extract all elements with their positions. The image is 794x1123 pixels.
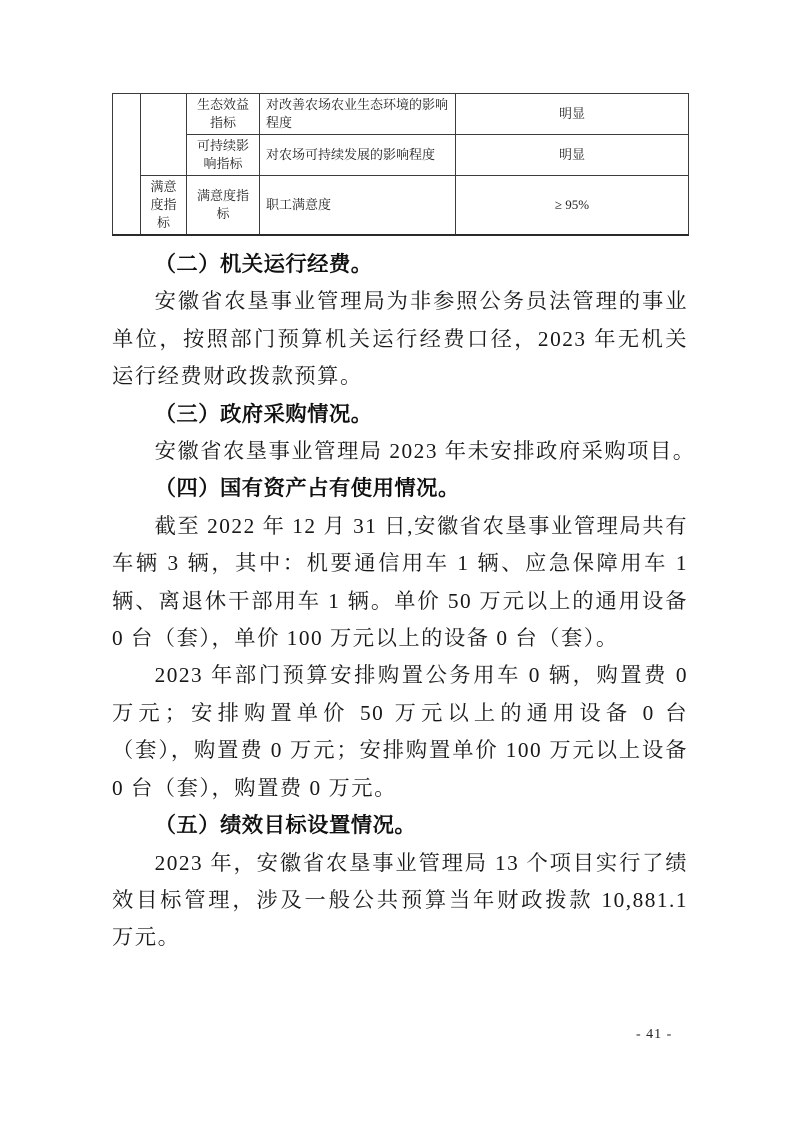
section-paragraph: 2023 年，安徽省农垦事业管理局 13 个项目实行了绩效目标管理，涉及一般公共预算当年财政拨款 10,881.1 万元。 [112,850,688,950]
table-cell-level1-spacer [113,94,141,236]
section-paragraph: 截至 2022 年 12 月 31 日,安徽省农垦事业管理局共有车辆 3 辆，其中：机要通信用车 1 辆、应急保障用车 1 辆、离退休干部用车 1 辆。单价 50 万元以上的通用设备 0 台（套），单价 100 万元以上的设备 0 台（套）。 [112,513,688,651]
table-cell-indicator-value: ≥ 95% [456,176,689,236]
document-content [112,93,696,957]
section-heading-2: （二）机关运行经费。 [154,252,373,276]
section-heading-5: （五）绩效目标设置情况。 [154,813,417,838]
table-row [113,176,689,236]
table-cell-indicator-description: 职工满意度 [260,176,456,236]
table-cell-category-spacer [141,94,187,176]
section-heading-4: （四）国有资产占有使用情况。 [154,476,460,501]
table-cell-category: 满意度指标 [141,176,187,236]
table-cell-indicator-value: 明显 [456,135,689,176]
table-cell-indicator-name: 生态效益指标 [187,94,260,135]
section-paragraph: 2023 年部门预算安排购置公务用车 0 辆，购置费 0 万元；安排购置单价 50 万元以上的通用设备 0 台（套），购置费 0 万元；安排购置单价 100 万元以上设备 0 台（套），购置费 0 万元。 [112,663,688,800]
table-cell-indicator-description: 对改善农场农业生态环境的影响程度 [260,94,456,135]
section-paragraph: 安徽省农垦事业管理局 2023 年未安排政府采购项目。 [154,439,696,464]
table-cell-indicator-value: 明显 [456,94,689,135]
table-cell-indicator-name: 可持续影响指标 [187,135,260,176]
table-row [113,94,689,135]
performance-indicator-table [112,93,689,236]
table-cell-indicator-description: 对农场可持续发展的影响程度 [260,135,456,176]
section-paragraph: 安徽省农垦事业管理局为非参照公务员法管理的事业单位，按照部门预算机关运行经费口径，2023 年无机关运行经费财政拨款预算。 [112,289,688,389]
table-cell-indicator-name: 满意度指标 [187,176,260,236]
page-number: - 41 - [636,1027,673,1042]
table-row [113,135,689,176]
section-heading-3: （三）政府采购情况。 [154,401,373,426]
